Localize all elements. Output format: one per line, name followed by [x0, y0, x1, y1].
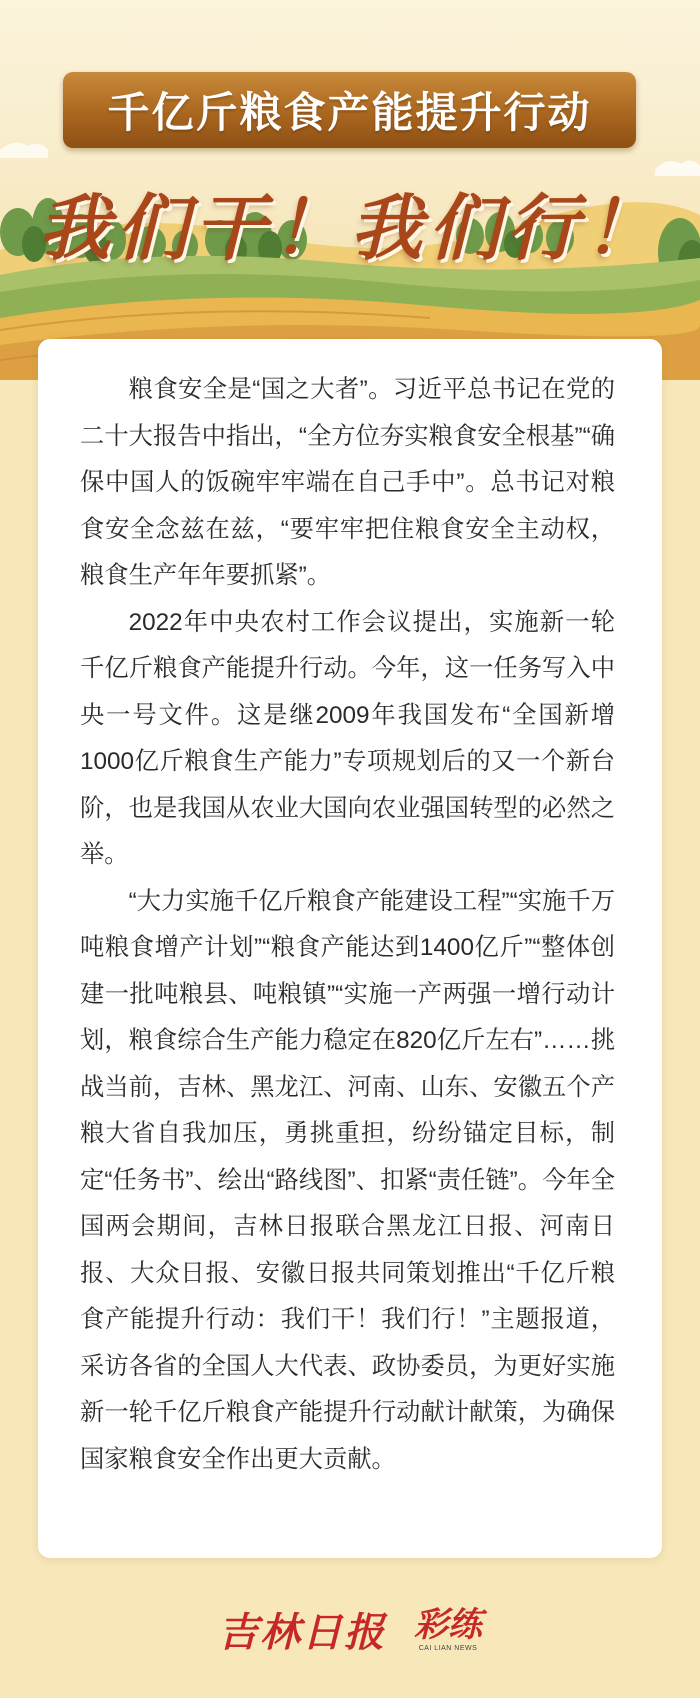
- title-bar: [63, 72, 636, 148]
- jilin-daily-logo: 吉林日报: [218, 1608, 386, 1656]
- header-banner: [0, 0, 700, 380]
- page-title: 千亿斤粮食产能提升行动: [107, 88, 592, 137]
- cailian-news-logo: [414, 1606, 482, 1652]
- article-paragraph: “大力实施千亿斤粮食产能建设工程”“实施千万吨粮食增产计划”“粮食产能达到1400亿斤”“整体创建一批吨粮县、吨粮镇”“实施一产两强一增行动计划，粮食综合生产能力稳定在820亿斤左右”……挑战当前，吉林、黑龙江、河南、山东、安徽五个产粮大省自我加压，勇挑重担，纷纷锚定目标，制定“任务书”、绘出“路线图”、扣紧“责任链”。今年全国两会期间，吉林日报联合黑龙江日报、河南日报、大众日报、安徽日报共同策划推出“千亿斤粮食产能提升行动：我们干！我们行！”主题报道，采访各省的全国人大代表、政协委员，为更好实施新一轮千亿斤粮食产能提升行动献计献策，为确保国家粮食安全作出更大贡献。: [80, 887, 615, 1473]
- cailian-logo-mark: 彩练: [414, 1605, 482, 1645]
- footer-logos: [0, 1594, 700, 1664]
- article-paragraph: 粮食安全是“国之大者”。习近平总书记在党的二十大报告中指出，“全方位夯实粮食安全根基”“确保中国人的饭碗牢牢端在自己手中”。总书记对粮食安全念兹在兹，“要牢牢把住粮食安全主动权，粮食生产年年要抓紧”。: [80, 376, 615, 589]
- article-card: [38, 339, 662, 1558]
- slogan: 我们干！我们行！: [37, 185, 662, 270]
- article-paragraph: 2022年中央农村工作会议提出，实施新一轮千亿斤粮食产能提升行动。今年，这一任务写入中央一号文件。这是继2009年我国发布“全国新增1000亿斤粮食生产能力”专项规划后的又一个新台阶，也是我国从农业大国向农业强国转型的必然之举。: [80, 608, 615, 868]
- cailian-logo-subtitle: CAI LIAN NEWS: [418, 1645, 478, 1652]
- article-body: [80, 367, 615, 1483]
